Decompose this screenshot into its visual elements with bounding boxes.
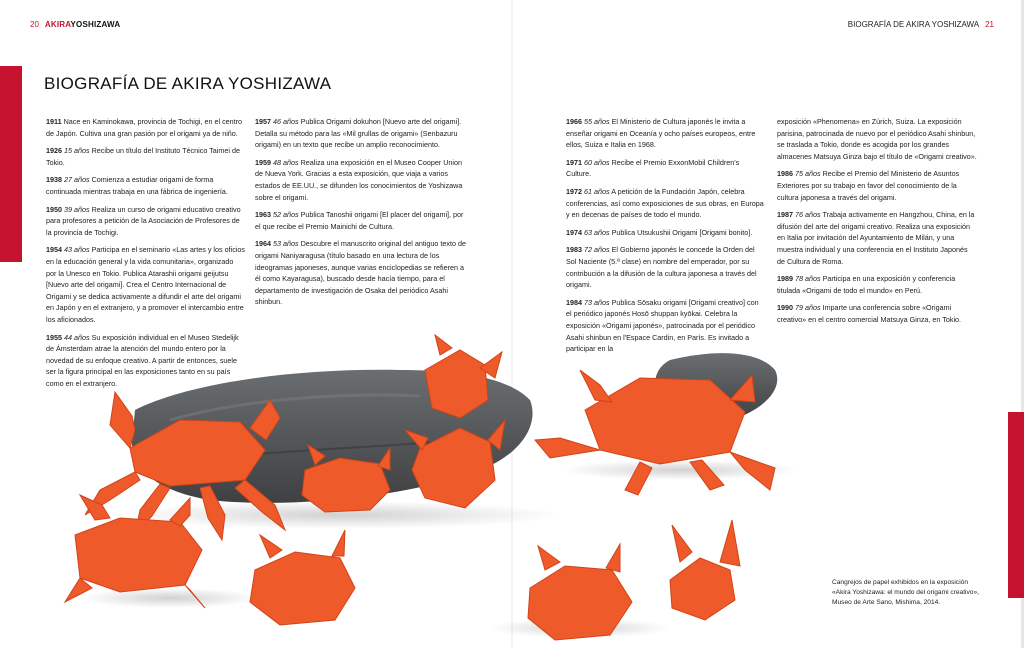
entry-text: Publica Origami dokuhon [Nuevo arte del origami]. Detalla su método para las «Mil grullas de origami» (Senbazuru origami) en un texto que recibe un amplio reconocimiento. [255, 117, 462, 150]
entry-year: 1959 [255, 157, 271, 167]
entry-year: 1990 [777, 303, 793, 313]
entry-text: Participa en el seminario «Las artes y los oficios en la educación general y la vida comunitaria», organizado por la Unesco en Tokio. Publica Atarashii origami geijutsu [Nuevo arte del origami]. Crea el Centro Internacional de Origami y se dedica activamente a difundir el arte del origami en Japón y en el extranjero, y a promover el intercambio entre los aficionados. [46, 245, 245, 324]
crab-front-far-right [670, 520, 740, 620]
brand-last: YOSHIZAWA [70, 20, 121, 29]
running-head: BIOGRAFÍA DE AKIRA YOSHIZAWA [847, 20, 980, 29]
timeline-entry [777, 273, 977, 296]
entry-age: 79 años [795, 303, 821, 313]
entry-year: 1989 [777, 274, 793, 284]
entry-year: 1954 [46, 245, 62, 255]
entry-text: El Ministerio de Cultura japonés le invita a enseñar origami en Oceanía y ocho países europeos, entre ellos, Suiza e Italia en 1968. [566, 117, 756, 150]
timeline-entry [566, 116, 766, 151]
entry-age: 43 años [64, 245, 90, 255]
entry-year: 1957 [255, 117, 271, 126]
entry-text: Descubre el manuscrito original del antiguo texto de origami Naniyaragusa (título basado en una lectura de los ideogramas japoneses, aunque varias enciclopedias se refieren a él como Kayaragusa), buscado desde hacía tiempo, para el departamento de investigación de Osaka del periódico Asahi shinbun. [255, 239, 466, 307]
timeline-entry [566, 227, 766, 239]
timeline-entry [255, 209, 467, 232]
entry-text: Comienza a estudiar origami de forma continuada mientras trabaja en una fábrica de ingeniería. [46, 175, 228, 196]
page-title: BIOGRAFÍA DE AKIRA YOSHIZAWA [44, 74, 332, 94]
entry-year: 1963 [255, 210, 271, 220]
timeline-entry [777, 116, 977, 162]
timeline-entry [566, 244, 766, 290]
entry-text: Recibe un título del Instituto Técnico Taimei de Tokio. [46, 146, 240, 167]
entry-text: A petición de la Fundación Japón, celebra conferencias, así como exposiciones de sus obras, en Europa y en decenas de países de todo el mundo. [566, 186, 764, 220]
timeline-entry [46, 244, 245, 325]
left-folio [30, 20, 120, 29]
entry-text: Trabaja activamente en Hangzhou, China, en la difusión del arte del origami creativo. Realiza una exposición en Italia por invitación del Ayuntamiento de Milán, y una muestra individual y una conferencia en el Instituto Japonés de Cultura de Roma. [777, 210, 975, 266]
entry-age: 27 años [64, 175, 90, 185]
right-accent-bar [1008, 412, 1024, 598]
entry-age: 60 años [584, 157, 610, 167]
entry-age: 55 años [584, 117, 610, 126]
entry-text: Publica Tanoshii origami [El placer del origami], por el que recibe el Premio Mainichi de Cultura. [255, 210, 464, 231]
timeline-entry [46, 145, 245, 168]
timeline-entry [255, 157, 467, 203]
entry-age: 39 años [64, 204, 90, 214]
entry-year: 1983 [566, 245, 582, 255]
entry-year: 1966 [566, 117, 582, 126]
timeline-entry [566, 157, 766, 180]
entry-text: El Gobierno japonés le concede la Orden del Sol Naciente (5.ª clase) en nombre del emperador, por su contribución a la difusión de la cultura japonesa a través del origami. [566, 245, 757, 290]
entry-year: 1926 [46, 146, 62, 156]
entry-age: 78 años [795, 274, 821, 284]
entry-age: 44 años [64, 332, 90, 342]
timeline-entry [255, 116, 467, 151]
timeline-entry [46, 204, 245, 239]
entry-year: 1984 [566, 297, 582, 307]
entry-age: 61 años [584, 186, 610, 196]
timeline-entry [777, 302, 977, 325]
entry-text: Nace en Kaminokawa, provincia de Tochigi, en el centro de Japón. Cultiva una gran pasión por el origami ya de niño. [46, 117, 243, 138]
entry-text: Imparte una conferencia sobre «Origami creativo» en el centro comercial Matsuya Ginza, en Tokio. [777, 303, 962, 324]
brand-first: AKIRA [44, 20, 71, 29]
entry-age: 75 años [795, 169, 821, 179]
entry-text: exposición «Phenomena» en Zúrich, Suiza. La exposición parisina, patrocinada de nuevo por el periódico Asahi shinbun, se traslada a Tokio, donde es acogida por los grandes almacenes Matsuya Ginza bajo el título de «Origami creativo». [777, 117, 977, 161]
entry-text: Recibe el Premio del Ministerio de Asuntos Exteriores por su trabajo en favor del conocimiento de la cultura japonesa a través del origami. [777, 169, 960, 202]
right-page-number: 21 [985, 20, 994, 29]
brand-mark [45, 20, 120, 29]
timeline-column-3 [566, 116, 766, 361]
entry-text: Recibe el Premio ExxonMobil Children's Culture. [566, 157, 740, 179]
entry-age: 72 años [584, 245, 610, 255]
entry-text: Realiza un curso de origami educativo creativo para profesores a petición de la Asociación de Profesores de la provincia de Tochigi. [46, 204, 241, 237]
right-folio [848, 20, 994, 29]
entry-age: 48 años [273, 157, 299, 167]
entry-year: 1974 [566, 227, 582, 237]
photo-caption: Cangrejos de papel exhibidos en la exposición «Akira Yoshizawa: el mundo del origami creativo», Museo de Arte Sano, Mishima, 2014. [832, 579, 979, 606]
entry-year: 1987 [777, 210, 793, 220]
timeline-entry [46, 116, 245, 139]
entry-text: Realiza una exposición en el Museo Cooper Union de Nueva York. Gracias a esta exposición, que viaja a varios estados de EE.UU., se difunden los conocimientos de Yoshizawa sobre el origami. [255, 157, 463, 202]
entry-text: Participa en una exposición y conferencia titulada «Origami de todo el mundo» en Perú. [777, 274, 956, 295]
entry-age: 73 años [584, 297, 610, 307]
timeline-entry [46, 174, 245, 197]
entry-age: 53 años [273, 239, 299, 249]
timeline-column-4 [777, 116, 977, 332]
crab-front-right [528, 544, 632, 640]
left-page-number: 20 [30, 20, 39, 29]
entry-year: 1986 [777, 169, 793, 179]
left-accent-bar [0, 66, 22, 262]
entry-text: Publica Sōsaku origami [Origami creativo] con el periódico japonés Hosō shuppan kyōkai. Celebra la exposición «Origami japonés», patrocinada por el periódico Asahi shinbun en l'Espace Cardin, en París. Es invitado a participar en la [566, 297, 759, 354]
entry-text: Su exposición individual en el Museo Stedelijk de Ámsterdam atrae la atención del mundo entero por la novedad de su enfoque creativo. A partir de entonces, suele ser la figura principal en las exposiciones tanto en su país como en el extranjero. [46, 332, 239, 388]
entry-year: 1955 [46, 332, 62, 342]
entry-year: 1964 [255, 239, 271, 249]
entry-year: 1950 [46, 204, 62, 214]
crab-front-center [250, 530, 355, 625]
timeline-entry [777, 209, 977, 267]
entry-year: 1938 [46, 175, 62, 185]
entry-year: 1971 [566, 157, 582, 167]
entry-age: 76 años [795, 210, 821, 220]
timeline-entry [255, 238, 467, 308]
entry-age: 46 años [273, 117, 299, 126]
entry-age: 52 años [273, 210, 299, 220]
entry-age: 63 años [584, 227, 610, 237]
entry-year: 1972 [566, 186, 582, 196]
entry-text: Publica Utsukushii Origami [Origami bonito]. [611, 227, 753, 237]
entry-year: 1911 [46, 117, 62, 126]
timeline-entry [777, 168, 977, 203]
timeline-entry [566, 186, 766, 221]
entry-age: 15 años [64, 146, 90, 156]
origami-crabs-photo [40, 330, 830, 648]
timeline-column-2 [255, 116, 467, 314]
